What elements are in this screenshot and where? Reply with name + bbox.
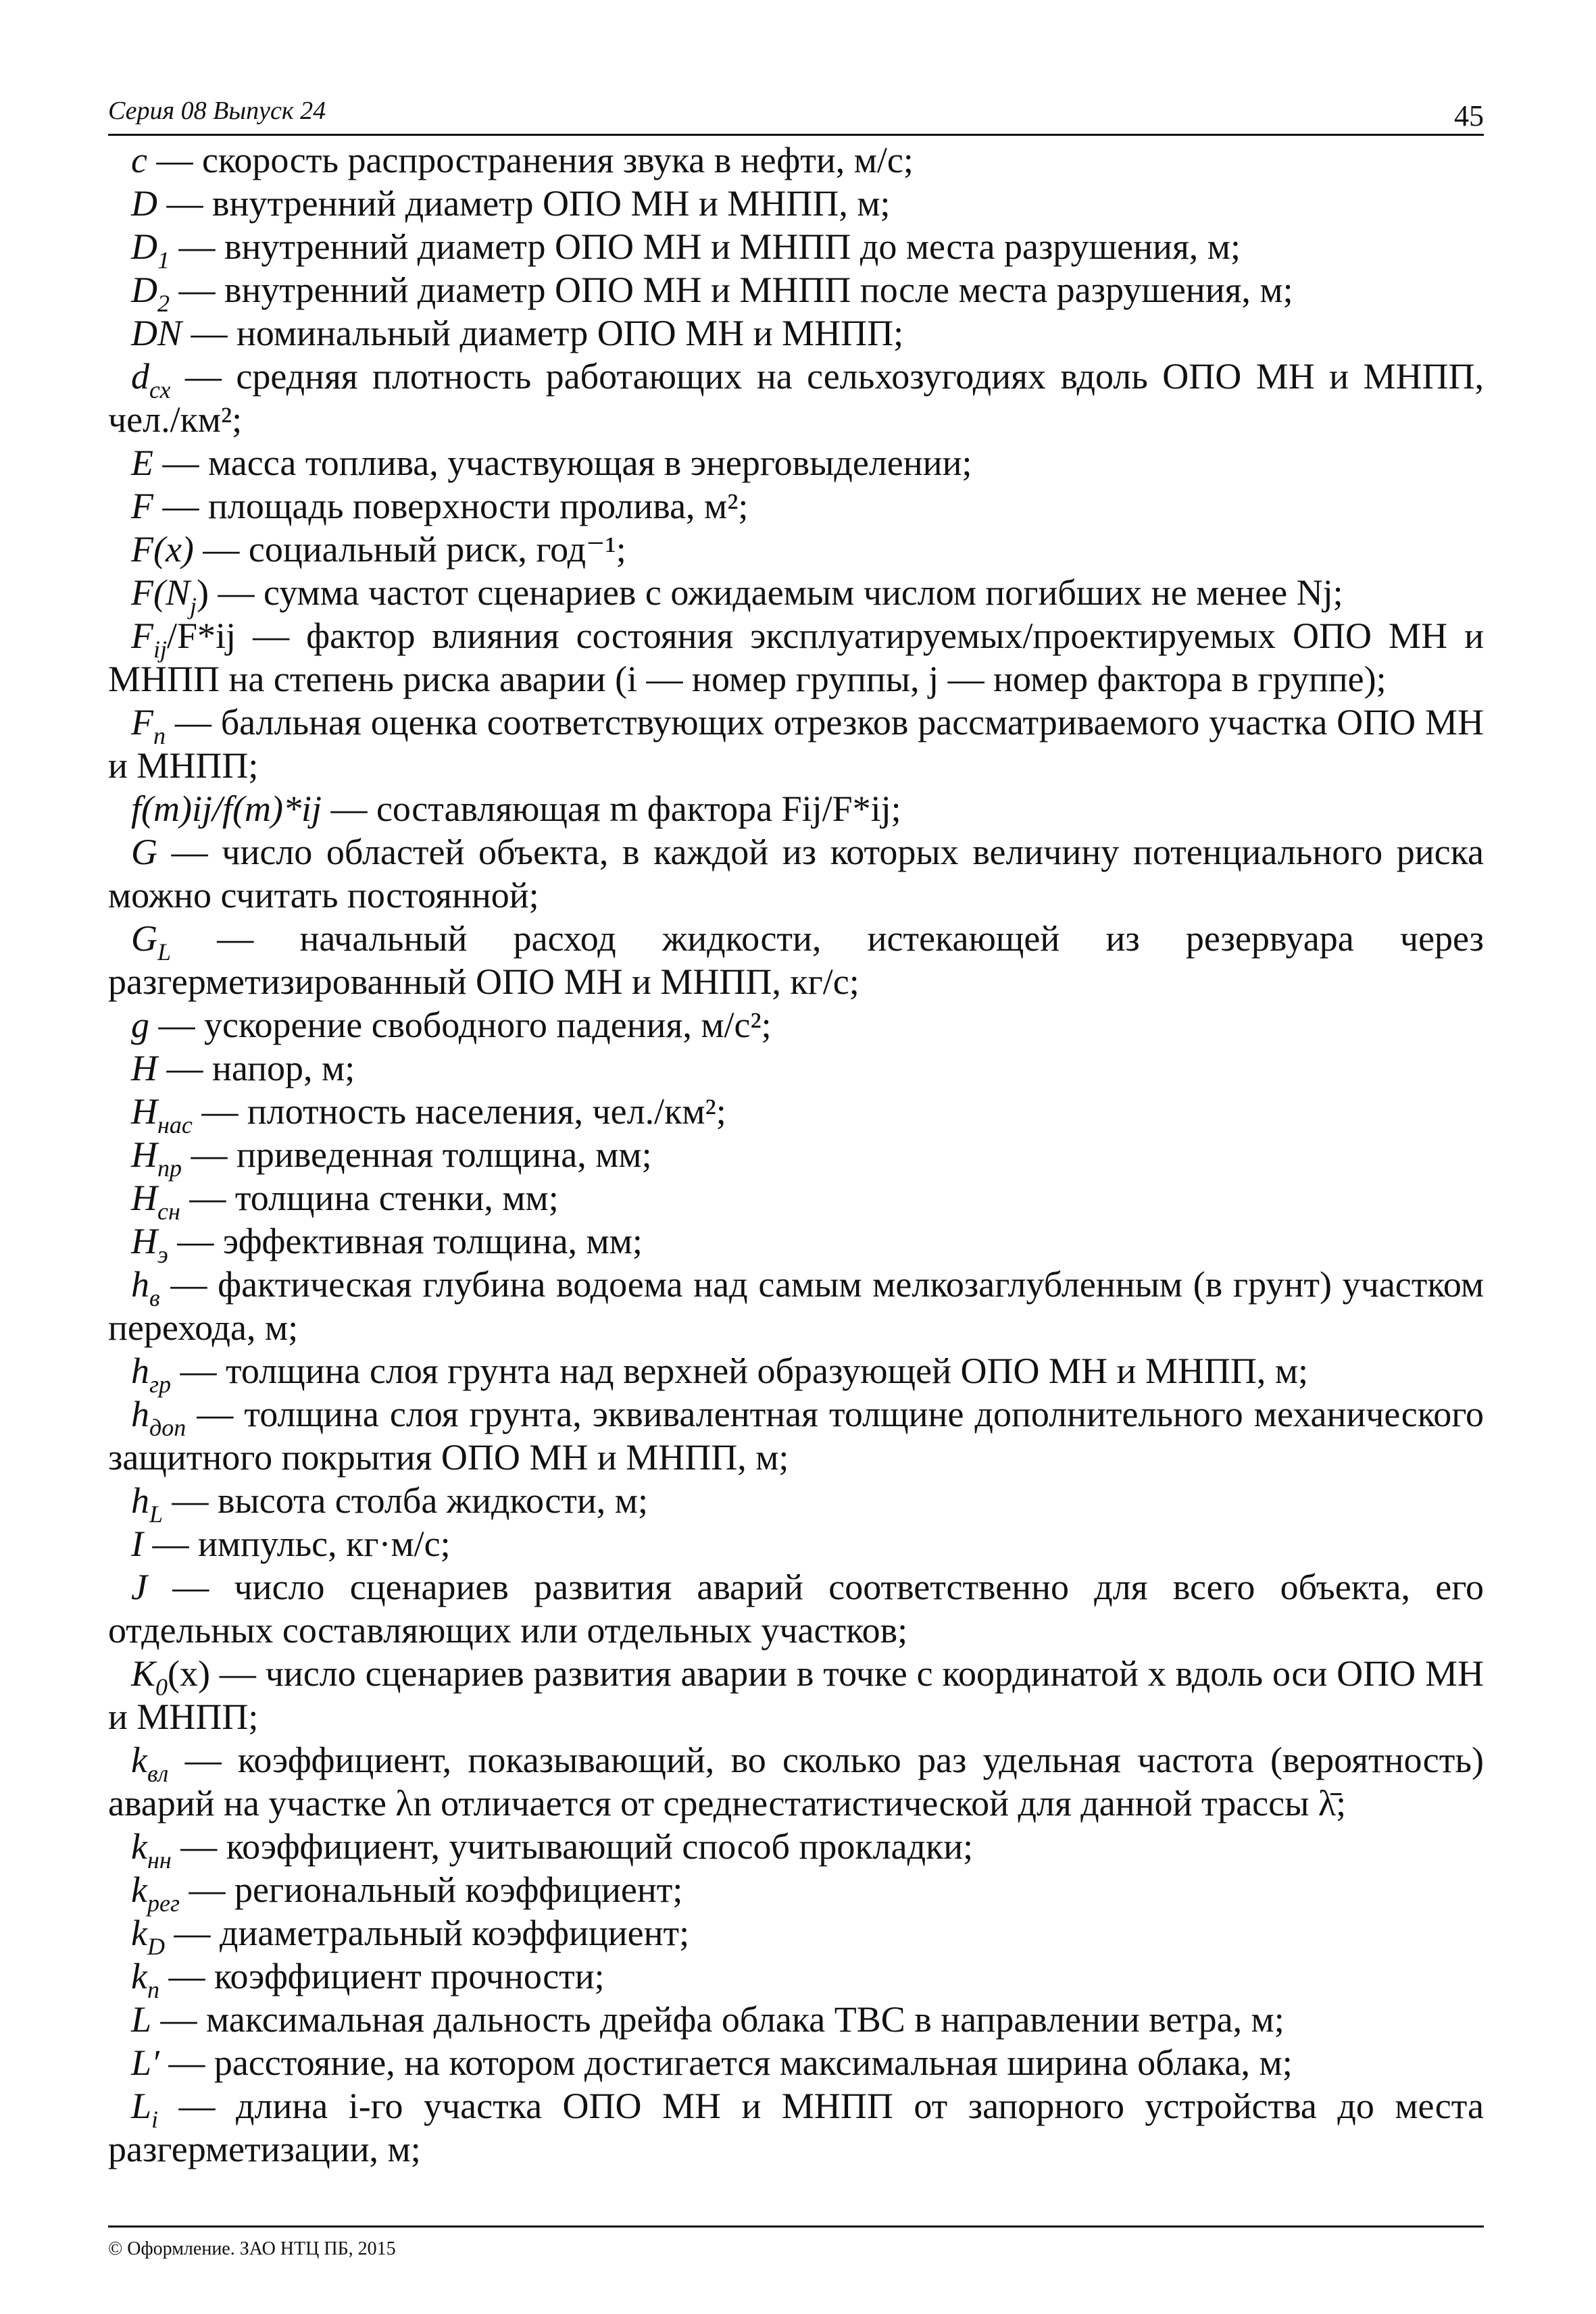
notation-subscript: в [149, 1284, 160, 1311]
notation-description: — внутренний диаметр ОПО МН и МНПП до места разрушения, м; [170, 226, 1241, 267]
notation-entry [108, 1176, 1484, 1225]
notation-description: — коэффициент, учитывающий способ прокладки; [171, 1826, 974, 1867]
notation-description: ) — сумма частот сценариев с ожидаемым числом погибших не менее Nj; [197, 572, 1343, 613]
notation-symbol: H [131, 1221, 157, 1261]
notation-description: — начальный расход жидкости, истекающей из резервуара через разгерметизированный ОПО МН и МНПП, кг/с; [108, 918, 1484, 1002]
notation-description: — номинальный диаметр ОПО МН и МНПП; [182, 313, 904, 353]
notation-description: (x) — число сценариев развития аварии в точке с координатой x вдоль оси ОПО МН и МНПП; [108, 1653, 1484, 1737]
notation-subscript: сн [157, 1198, 180, 1225]
notation-subscript: вл [147, 1760, 169, 1787]
notation-subscript: L [157, 938, 172, 965]
notation-description: — толщина слоя грунта над верхней образующей ОПО МН и МНПП, м; [171, 1351, 1309, 1391]
notation-description: — внутренний диаметр ОПО МН и МНПП после места разрушения, м; [170, 270, 1293, 310]
notation-subscript: L [149, 1501, 164, 1528]
notation-entry [108, 139, 1484, 182]
notation-symbol: h [131, 1394, 149, 1434]
notation-description: — число областей объекта, в каждой из которых величину потенциального риска можно считать постоянной; [108, 832, 1484, 915]
notation-symbol: F(N [131, 572, 190, 613]
notation-entry [108, 1003, 1484, 1047]
notation-symbol: D [131, 183, 157, 224]
notation-description: — скорость распространения звука в нефти, м/с; [147, 140, 914, 180]
notation-symbol: h [131, 1351, 149, 1391]
notation-entry [108, 2041, 1484, 2084]
notation-entry [108, 1090, 1484, 1138]
notation-description: — внутренний диаметр ОПО МН и МНПП, м; [157, 183, 891, 224]
notation-description: — диаметральный коэффициент; [164, 1913, 690, 1953]
notation-subscript: 1 [157, 247, 170, 274]
notation-subscript: рег [147, 1890, 180, 1917]
notation-description: /F*ij — фактор влияния состояния эксплуатируемых/проектируемых ОПО МН и МНПП на степень риска аварии (i — номер группы, j — номер фактора в группе); [108, 615, 1484, 699]
notation-description: — импульс, кг·м/с; [143, 1524, 451, 1564]
notation-subscript: D [147, 1933, 165, 1960]
notation-symbol: D [131, 270, 157, 310]
notation-entry [108, 1349, 1484, 1398]
notation-symbol: k [131, 1740, 147, 1780]
notation-entry [108, 528, 1484, 571]
notation-description: — балльная оценка соответствующих отрезков рассматриваемого участка ОПО МН и МНПП; [108, 702, 1484, 786]
notation-symbol: k [131, 1869, 147, 1910]
notation-entry [108, 614, 1484, 701]
notation-symbol: k [131, 1826, 147, 1867]
notation-entry [108, 182, 1484, 225]
notation-list [108, 139, 1484, 2171]
notation-symbol: F [131, 486, 153, 526]
running-header [108, 89, 1484, 136]
notation-description: — длина i-го участка ОПО МН и МНПП от запорного устройства до места разгерметизации, м; [108, 2086, 1484, 2169]
notation-symbol: k [131, 1956, 147, 1996]
notation-subscript: j [190, 593, 197, 620]
notation-entry [108, 2084, 1484, 2171]
notation-symbol: L [131, 2086, 152, 2126]
notation-entry [108, 268, 1484, 317]
notation-subscript: n [147, 1976, 159, 2003]
notation-description: — средняя плотность работающих на сельхозугодиях вдоль ОПО МН и МНПП, чел./км²; [108, 356, 1484, 440]
notation-entry [108, 787, 1484, 830]
notation-symbol: g [131, 1005, 149, 1045]
notation-description: — ускорение свободного падения, м/с²; [149, 1005, 772, 1045]
notation-symbol: L′ [131, 2042, 159, 2083]
notation-description: — площадь поверхности пролива, м²; [153, 486, 749, 526]
notation-entry [108, 1392, 1484, 1479]
notation-entry [108, 701, 1484, 787]
notation-entry [108, 1133, 1484, 1182]
notation-entry [108, 1738, 1484, 1825]
notation-subscript: 2 [157, 290, 170, 317]
notation-description: — высота столба жидкости, м; [163, 1480, 648, 1521]
notation-entry [108, 1998, 1484, 2041]
notation-description: — эффективная толщина, мм; [168, 1221, 643, 1261]
notation-symbol: F [131, 702, 153, 743]
notation-description: — региональный коэффициент; [180, 1869, 683, 1910]
notation-entry [108, 830, 1484, 917]
notation-entry [108, 1522, 1484, 1565]
document-page [108, 0, 1484, 2314]
notation-entry [108, 1955, 1484, 2003]
notation-subscript: гр [149, 1371, 172, 1398]
notation-symbol: G [131, 918, 157, 959]
notation-symbol: f(m)ij/f(m)*ij [131, 788, 322, 829]
notation-subscript: нн [147, 1846, 172, 1873]
notation-description: — максимальная дальность дрейфа облака ТВС в направлении ветра, м; [151, 1999, 1285, 2040]
series-label: Серия 08 Выпуск 24 [108, 97, 326, 125]
notation-symbol: F [131, 615, 153, 656]
notation-symbol: H [131, 1134, 157, 1175]
notation-description: — толщина стенки, мм; [180, 1178, 559, 1218]
notation-description: — расстояние, на котором достигается максимальная ширина облака, м; [159, 2042, 1293, 2083]
notation-symbol: H [131, 1178, 157, 1218]
notation-entry [108, 441, 1484, 484]
page-number: 45 [1454, 99, 1484, 132]
notation-entry [108, 917, 1484, 1003]
notation-symbol: c [131, 140, 147, 180]
notation-description: — плотность населения, чел./км²; [192, 1091, 726, 1132]
notation-description: — коэффициент прочности; [159, 1956, 605, 1996]
notation-description: — приведенная толщина, мм; [182, 1134, 652, 1175]
notation-symbol: DN [131, 313, 182, 353]
notation-entry [108, 1868, 1484, 1917]
notation-entry [108, 484, 1484, 528]
notation-description: — напор, м; [157, 1048, 355, 1088]
notation-subscript: ij [153, 636, 168, 663]
notation-symbol: d [131, 356, 149, 397]
notation-symbol: L [131, 1999, 152, 2040]
notation-subscript: i [151, 2106, 159, 2133]
notation-subscript: э [157, 1241, 168, 1268]
notation-symbol: k [131, 1913, 147, 1953]
notation-symbol: D [131, 226, 157, 267]
notation-description: — социальный риск, год⁻¹; [193, 529, 626, 570]
notation-entry [108, 225, 1484, 274]
notation-symbol: I [131, 1524, 143, 1564]
notation-symbol: H [131, 1091, 157, 1132]
notation-subscript: пр [157, 1155, 182, 1182]
notation-symbol: J [131, 1567, 147, 1607]
notation-entry [108, 1263, 1484, 1349]
notation-symbol: h [131, 1480, 149, 1521]
notation-symbol: G [131, 832, 157, 872]
copyright-footer: © Оформление. ЗАО НТЦ ПБ, 2015 [108, 2225, 1484, 2260]
notation-subscript: сх [149, 376, 171, 403]
notation-subscript: доп [149, 1414, 186, 1441]
notation-symbol: K [131, 1653, 156, 1694]
notation-subscript: n [153, 722, 166, 749]
notation-entry [108, 1825, 1484, 1873]
notation-subscript: нас [157, 1111, 193, 1138]
notation-entry [108, 1911, 1484, 1960]
notation-symbol: F(x) [131, 529, 194, 570]
notation-entry [108, 1565, 1484, 1652]
notation-entry [108, 311, 1484, 355]
notation-symbol: H [131, 1048, 157, 1088]
notation-subscript: 0 [155, 1674, 168, 1701]
notation-entry [108, 571, 1484, 620]
notation-symbol: h [131, 1264, 149, 1305]
notation-description: — толщина слоя грунта, эквивалентная толщине дополнительного механического защитного покрытия ОПО МН и МНПП, м; [108, 1394, 1484, 1478]
notation-entry [108, 1652, 1484, 1738]
notation-description: — число сценариев развития аварий соответственно для всего объекта, его отдельных составляющих или отдельных участков; [108, 1567, 1484, 1651]
notation-description: — масса топлива, участвующая в энерговыделении; [153, 443, 972, 483]
notation-symbol: E [131, 443, 153, 483]
notation-entry [108, 355, 1484, 441]
notation-entry [108, 1047, 1484, 1090]
notation-description: — коэффициент, показывающий, во сколько раз удельная частота (вероятность) аварий на участке λn отличается от среднестатистической для данной трассы λ̄; [108, 1740, 1484, 1823]
notation-description: — составляющая m фактора Fij/F*ij; [321, 788, 901, 829]
notation-entry [108, 1219, 1484, 1268]
notation-description: — фактическая глубина водоема над самым мелкозаглубленным (в грунт) участком перехода, м; [108, 1264, 1484, 1348]
notation-entry [108, 1479, 1484, 1528]
